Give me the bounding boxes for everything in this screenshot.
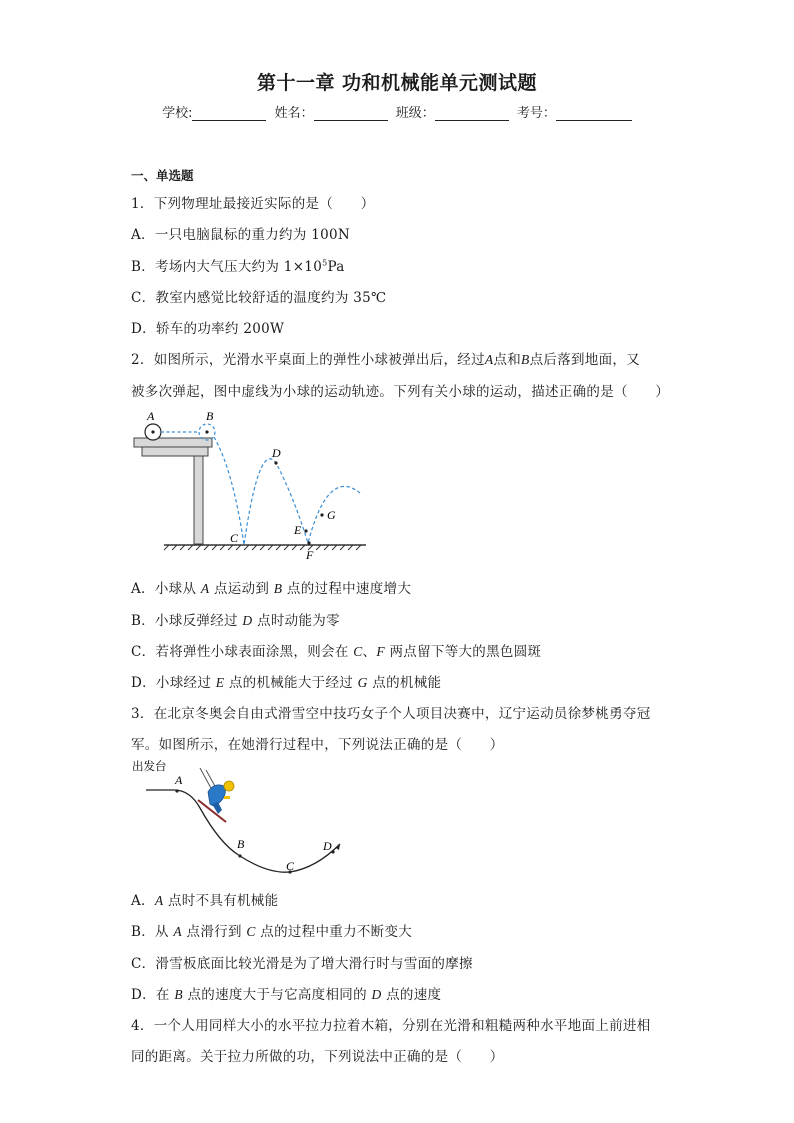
q3-b-post: 点的过程中重力不断变大 bbox=[255, 924, 413, 940]
school-blank[interactable] bbox=[192, 106, 266, 121]
label-a: A bbox=[147, 409, 155, 423]
q4-stem-line2: 同的距离。关于拉力所做的功，下列说法中正确的是（ ） bbox=[131, 1049, 504, 1065]
school-field bbox=[162, 102, 266, 121]
point-b-dot bbox=[238, 854, 241, 857]
label-start-platform: 出发台 bbox=[132, 759, 167, 773]
q2-stem-text-b: 点和 bbox=[493, 352, 522, 368]
q1-option-c: C．教室内感觉比较舒适的温度约为 35℃ bbox=[131, 290, 387, 306]
q3-d-mid: 点的速度大于与它高度相同的 bbox=[182, 987, 372, 1003]
q2-c-pre: C．若将弹性小球表面涂黑，则会在 bbox=[131, 644, 354, 660]
point-f-dot bbox=[307, 541, 310, 544]
q1-option-a: A．一只电脑鼠标的重力约为 100N bbox=[131, 227, 351, 243]
q2-a-post: 点的过程中速度增大 bbox=[282, 581, 412, 597]
slope-curve bbox=[146, 790, 340, 872]
q2-bouncing-ball-figure bbox=[128, 405, 378, 565]
point-a-dot bbox=[175, 789, 178, 792]
q2-c-post: 两点留下等大的黑色圆斑 bbox=[384, 644, 542, 660]
exam-number-label: 考号： bbox=[516, 106, 556, 121]
exam-number-field bbox=[517, 102, 632, 121]
label-a: A bbox=[175, 773, 183, 787]
q3-d-post: 点的速度 bbox=[381, 987, 442, 1003]
exam-number-blank[interactable] bbox=[556, 106, 632, 121]
q2-option-d bbox=[131, 671, 441, 691]
class-label: 班级： bbox=[395, 106, 435, 121]
trajectory-bounces bbox=[214, 437, 360, 545]
q2-d-post: 点的机械能 bbox=[367, 675, 442, 691]
q2-stem-var-a: A bbox=[484, 352, 494, 367]
point-b-dot bbox=[205, 430, 208, 433]
q4-stem-line1: 4．一个人用同样大小的水平拉力拉着木箱，分别在光滑和粗糙两种水平地面上前进相 bbox=[131, 1018, 651, 1034]
label-d: D bbox=[272, 446, 281, 460]
q2-b-mid: 点时动能为零 bbox=[252, 613, 340, 629]
q2-d-pre: D．小球经过 bbox=[131, 675, 216, 691]
q3-stem-line1: 3．在北京冬奥会自由式滑雪空中技巧女子个人项目决赛中，辽宁运动员徐梦桃勇夺冠 bbox=[131, 706, 651, 722]
label-b: B bbox=[206, 409, 214, 423]
class-field bbox=[396, 102, 509, 121]
q2-stem-var-b: B bbox=[521, 352, 530, 367]
q3-ski-slope-figure bbox=[128, 756, 358, 881]
q2-c-mid: 、 bbox=[362, 644, 377, 660]
point-e-dot bbox=[304, 529, 307, 532]
name-label: 姓名： bbox=[274, 106, 314, 121]
q3-option-a bbox=[131, 889, 278, 909]
q2-b-pre: B．小球反弹经过 bbox=[131, 613, 243, 629]
q3-d-var2: D bbox=[371, 987, 382, 1002]
student-info-row bbox=[0, 102, 794, 121]
table-edge bbox=[142, 447, 208, 456]
q2-c-var2: F bbox=[376, 644, 385, 659]
q2-a-var1: A bbox=[200, 581, 210, 596]
section-heading: 一、单选题 bbox=[131, 168, 194, 183]
q2-stem-text-c: 点后落到地面，又 bbox=[529, 352, 640, 368]
point-d-dot bbox=[274, 461, 277, 464]
q3-b-var2: C bbox=[246, 924, 256, 939]
q2-stem-line1 bbox=[131, 348, 640, 368]
table-leg bbox=[194, 456, 203, 544]
q3-option-b bbox=[131, 920, 412, 940]
label-f: F bbox=[306, 548, 314, 562]
ski-pole bbox=[200, 768, 212, 790]
q3-b-pre: B．从 bbox=[131, 924, 174, 940]
q1-option-b bbox=[131, 255, 345, 275]
label-b: B bbox=[237, 837, 245, 851]
q3-d-var1: B bbox=[174, 987, 183, 1002]
q2-d-var1: E bbox=[215, 675, 225, 690]
label-d: D bbox=[323, 839, 332, 853]
school-label: 学校: bbox=[162, 106, 193, 121]
q3-option-c bbox=[131, 952, 473, 972]
q2-stem-line2: 被多次弹起，图中虚线为小球的运动轨迹。下列有关小球的运动，描述正确的是（ ） bbox=[131, 384, 670, 400]
q1-option-b-unit: Pa bbox=[327, 259, 345, 275]
q2-option-c bbox=[131, 640, 541, 660]
q1-option-b-text: B．考场内大气压大约为 1×10 bbox=[131, 259, 323, 275]
point-d-dot bbox=[331, 850, 334, 853]
q3-a-mid: 点时不具有机械能 bbox=[163, 893, 279, 909]
label-c: C bbox=[230, 531, 239, 545]
q1-stem: 1．下列物理址最接近实际的是（ ） bbox=[131, 196, 375, 212]
q3-d-pre: D．在 bbox=[131, 987, 175, 1003]
q2-a-var2: B bbox=[273, 581, 283, 596]
q1-option-b-exponent: 5 bbox=[322, 258, 328, 268]
q2-option-a bbox=[131, 577, 411, 597]
label-e: E bbox=[294, 523, 302, 537]
label-c: C bbox=[286, 859, 295, 873]
q3-c-pre: C．滑雪板底面比较光滑是为了增大滑行时与雪面的摩擦 bbox=[131, 956, 473, 972]
q2-a-pre: A．小球从 bbox=[131, 581, 201, 597]
q2-option-b bbox=[131, 609, 340, 629]
q2-c-var1: C bbox=[353, 644, 363, 659]
point-g-dot bbox=[320, 513, 323, 516]
name-blank[interactable] bbox=[314, 106, 388, 121]
point-a-dot bbox=[151, 430, 154, 433]
q3-option-d bbox=[131, 983, 441, 1003]
q2-a-mid: 点运动到 bbox=[209, 581, 274, 597]
q2-b-var1: D bbox=[242, 613, 253, 628]
table-top bbox=[134, 438, 212, 447]
q2-d-var2: G bbox=[357, 675, 368, 690]
q2-stem-text-a: 2．如图所示，光滑水平桌面上的弹性小球被弹出后，经过 bbox=[131, 352, 485, 368]
q3-b-var1: A bbox=[173, 924, 182, 939]
q3-b-mid: 点滑行到 bbox=[181, 924, 247, 940]
q3-a-pre: A． bbox=[131, 893, 155, 909]
skier-glove bbox=[224, 796, 230, 799]
q3-stem-line2: 军。如图所示，在她滑行过程中，下列说法正确的是（ ） bbox=[131, 737, 504, 753]
q1-option-d: D．轿车的功率约 200W bbox=[131, 321, 285, 337]
class-blank[interactable] bbox=[435, 106, 509, 121]
page-title: 第十一章 功和机械能单元测试题 bbox=[256, 72, 538, 94]
name-field bbox=[275, 102, 388, 121]
q3-a-var1: A bbox=[154, 893, 164, 908]
label-g: G bbox=[327, 508, 336, 522]
skier-helmet bbox=[224, 781, 234, 791]
q2-d-mid: 点的机械能大于经过 bbox=[224, 675, 358, 691]
